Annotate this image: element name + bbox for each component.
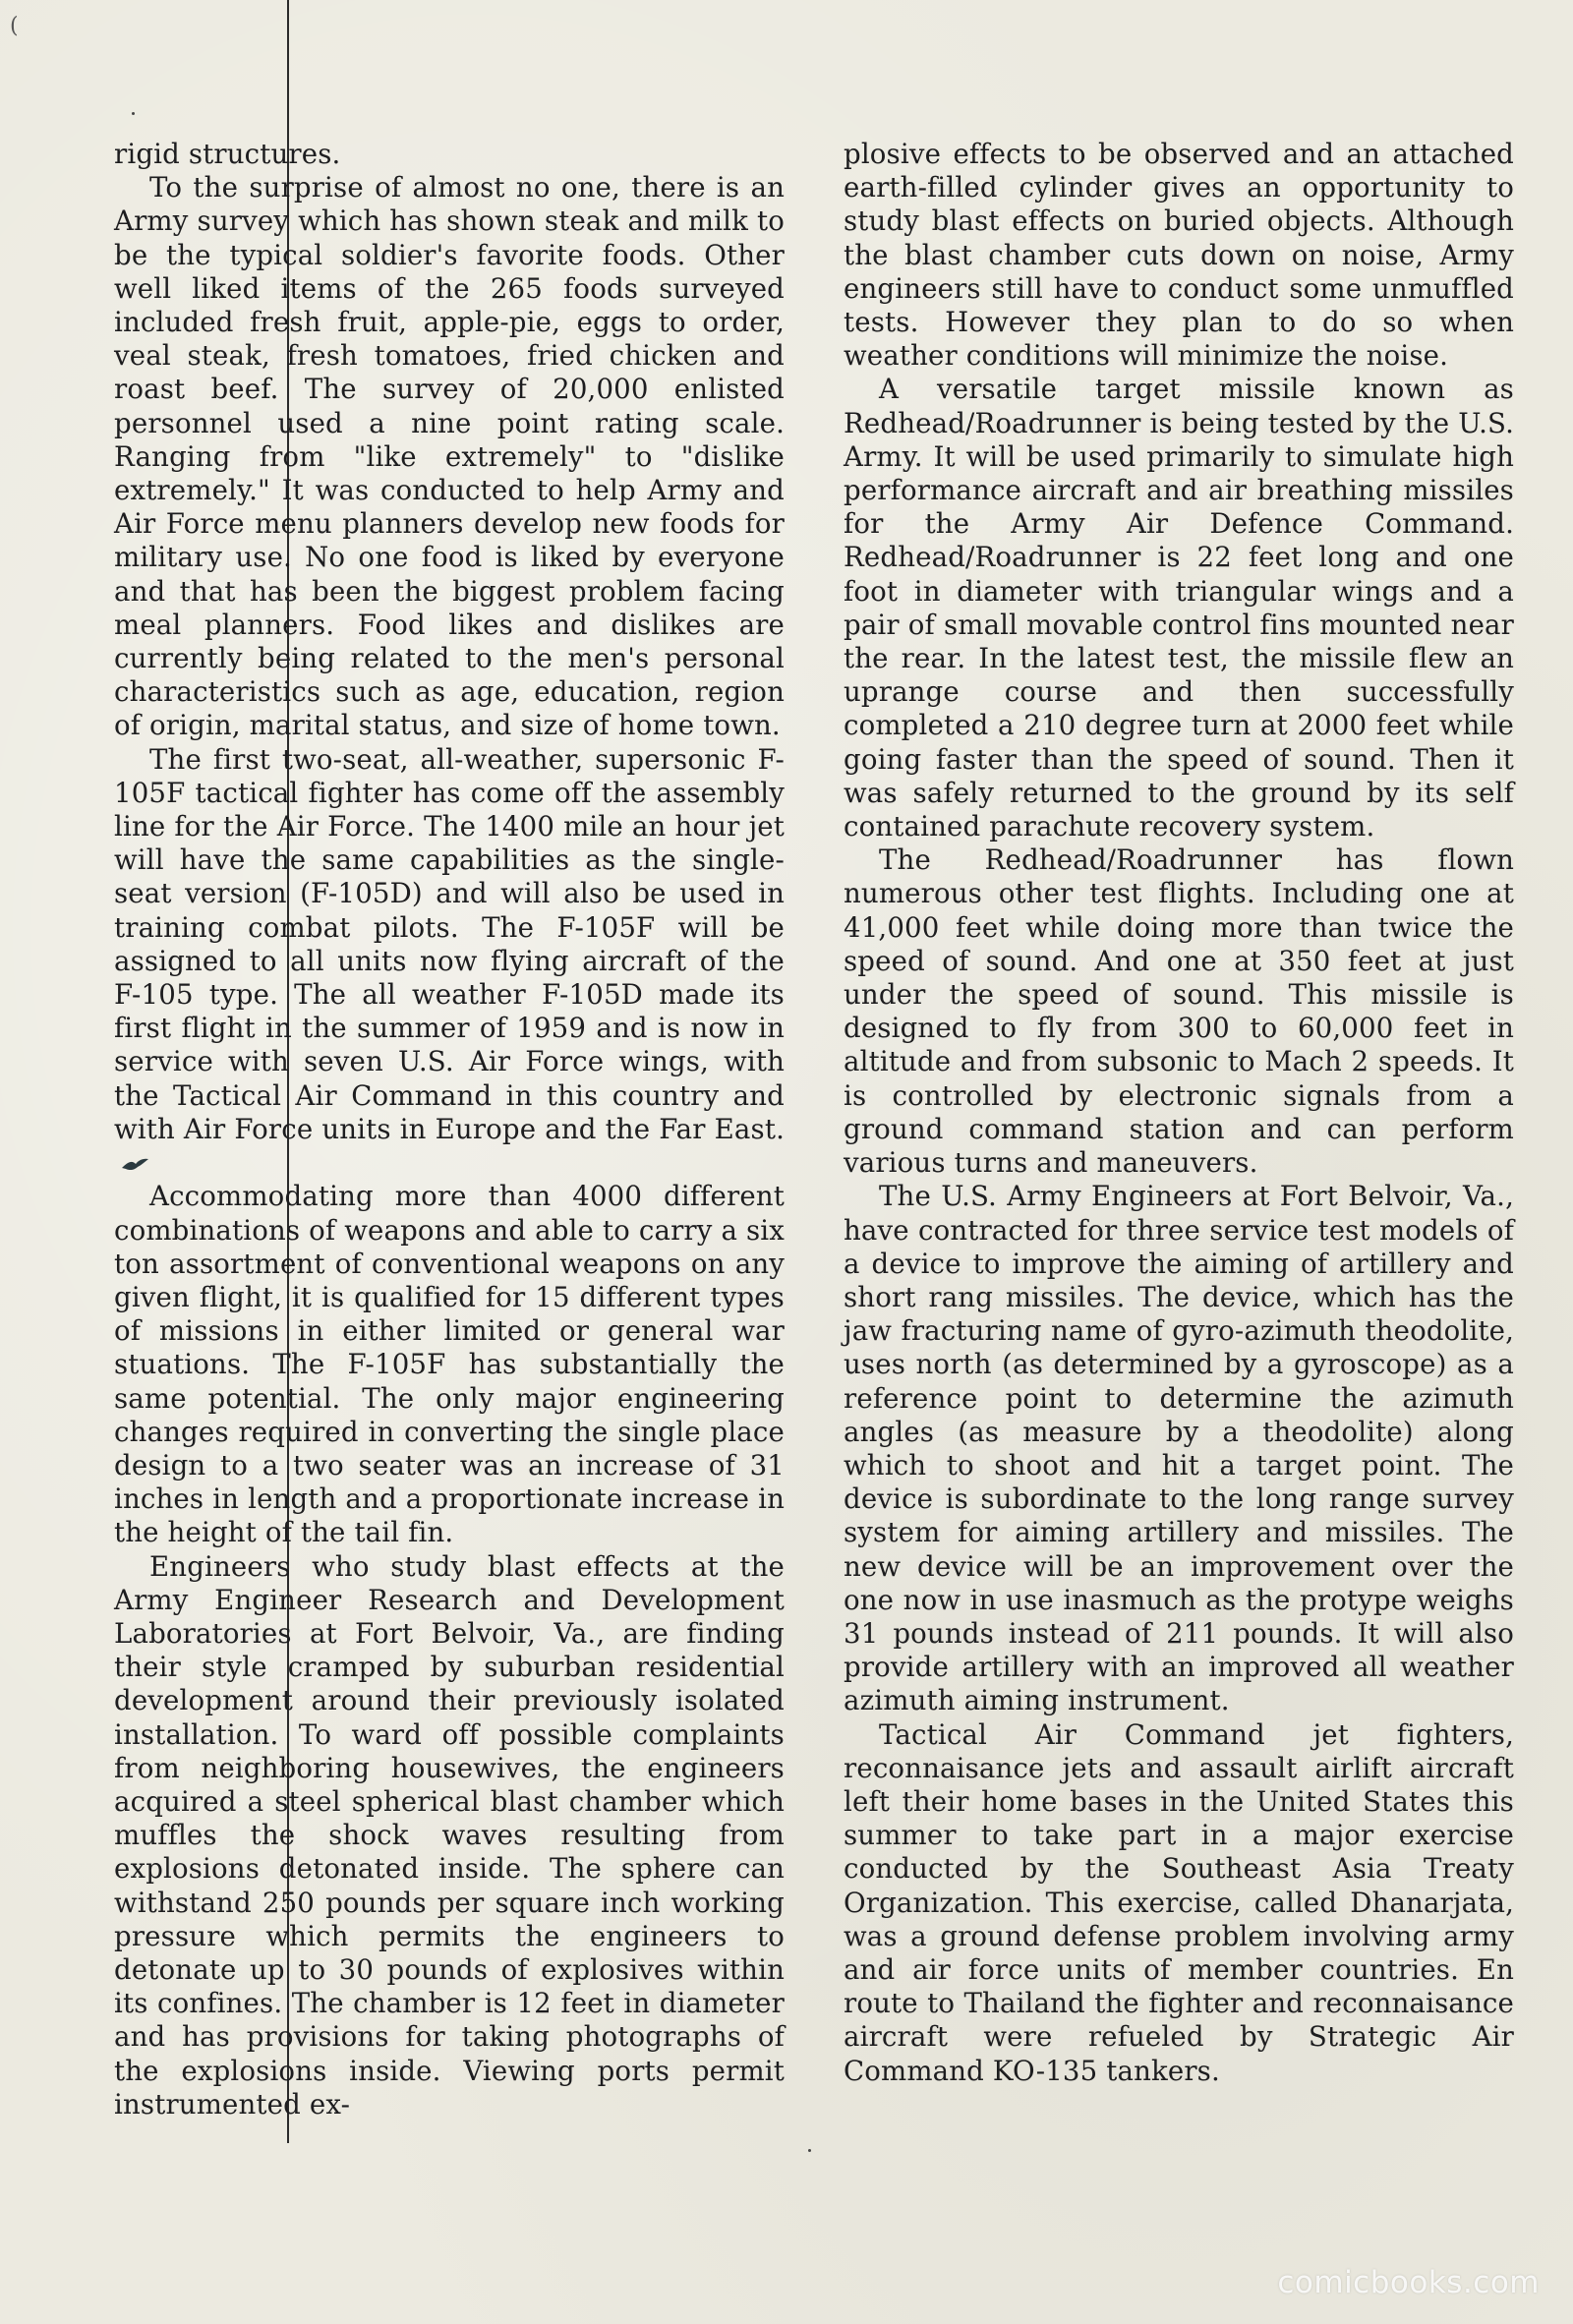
paragraph-f105f-weapons: Accommodating more than 4000 different combinations of weapons and able to carry a six ton assortment of conventional weapons on any given flight, it is qualified for 15 different types of missions in either limited or general war stuations. The F-105F has substantially the same potential. The only major engineering changes required in converting the single place design to a two seater was an increase of 31 inches in length and a proportionate increase in the height of the tail fin. [114, 1180, 785, 1549]
paragraph-f105f-fighter-text: The first two-seat, all-weather, supersonic F-105F tactical fighter has come off the assembly line for the Air Force. The 1400 mile an hour jet will have the same capabilities as the single-seat version (F-105D) and will also be used in training combat pilots. The F-105F will be assigned to all units now flying aircraft of the F-105 type. The all weather F-105D made its first flight in the summer of 1959 and is now in service with seven U.S. Air Force wings, with the Tactical Air Command in this country and with Air Force units in Europe and the Far East. [114, 742, 785, 1145]
paragraph-blast-chamber: Engineers who study blast effects at the Army Engineer Research and Development Laboratories at Fort Belvoir, Va., are finding their style cramped by suburban residential development around their previously isolated installation. To ward off possible complaints from neighboring housewives, the engineers acquired a steel spherical blast chamber which muffles the shock waves resulting from explosions detonated inside. The sphere can withstand 250 pounds per square inch working pressure which permits the engineers to detonate up to 30 pounds of explosives within its confines. The chamber is 12 feet in diameter and has provisions for taking photographs of the explosions inside. Viewing ports permit instrumented ex- [114, 1549, 785, 2121]
paragraph-roadrunner-flights: The Redhead/Roadrunner has flown numerous other test flights. Including one at 41,000 feet while doing more than twice the speed of sound. And one at 350 feet at just under the speed of sound. This missile is designed to fly from 300 to 60,000 feet in altitude and from subsonic to Mach 2 speeds. It is controlled by electronic signals from a ground command station and can perform various turns and maneuvers. [844, 843, 1514, 1180]
print-speck [132, 112, 135, 115]
paragraph-army-food-survey: To the surprise of almost no one, there is an Army survey which has shown steak and milk to be the typical soldier's favorite foods. Other well liked items of the 265 foods surveyed included fresh fruit, apple-pie, eggs to order, veal steak, fresh tomatoes, fried chicken and roast beef. The survey of 20,000 enlisted personnel used a nine point rating scale. Ranging from "like extremely" to "dislike extremely." It was conducted to help Army and Air Force menu planners develop new foods for military use. No one food is liked by everyone and that has been the biggest problem facing meal planners. Food likes and dislikes are currently being related to the men's personal characteristics such as age, education, region of origin, marital status, and size of home town. [114, 171, 785, 742]
left-text-column [114, 138, 785, 2121]
paragraph-seato-exercise: Tactical Air Command jet fighters, reconnaisance jets and assault airlift aircraft left their home bases in the United States this summer to take part in a major exercise conducted by the Southeast Asia Treaty Organization. This exercise, called Dhanarjata, was a ground defense problem involving army and air force units of member countries. En route to Thailand the fighter and reconnaisance aircraft were refueled by Strategic Air Command KO-135 tankers. [844, 1717, 1514, 2087]
corner-mark: ( [10, 14, 19, 38]
print-speck [808, 2149, 811, 2152]
right-text-column [844, 138, 1514, 2088]
paragraph-blast-continuation: plosive effects to be observed and an attached earth-filled cylinder gives an opportunity to study blast effects on buried objects. Although the blast chamber cuts down on noise, Army engineers still have to conduct some unmuffled tests. However they plan to do so when weather conditions will minimize the noise. [844, 138, 1514, 373]
watermark: comicbooks.com [1277, 2265, 1540, 2300]
paragraph-gyro-azimuth-theodolite: The U.S. Army Engineers at Fort Belvoir, Va., have contracted for three service test models of a device to improve the aiming of artillery and short rang missiles. The device, which has the jaw fracturing name of gyro-azimuth theodolite, uses north (as determined by a gyroscope) as a reference point to determine the azimuth angles (as measure by a theodolite) along which to shoot and hit a target point. The device is subordinate to the long range survey system for aiming artillery and missiles. The new device will be an improvement over the one now in use inasmuch as the protype weighs 31 pounds instead of 211 pounds. It will also provide artillery with an improved all weather azimuth aiming instrument. [844, 1180, 1514, 1717]
paragraph-redhead-roadrunner: A versatile target missile known as Redhead/Roadrunner is being tested by the U.S. Army. It will be used primarily to simulate high performance aircraft and air breathing missiles for the Army Air Defence Command. Redhead/Roadrunner is 22 feet long and one foot in diameter with triangular wings and a pair of small movable control fins mounted near the rear. In the latest test, the missile flew an uprange course and then successfully completed a 210 degree turn at 2000 feet while going faster than the speed of sound. Then it was safely returned to the ground by its self contained parachute recovery system. [844, 373, 1514, 843]
bird-icon [120, 1156, 149, 1174]
paragraph-f105f-fighter [114, 743, 785, 1181]
paragraph-continuation: rigid structures. [114, 138, 341, 170]
